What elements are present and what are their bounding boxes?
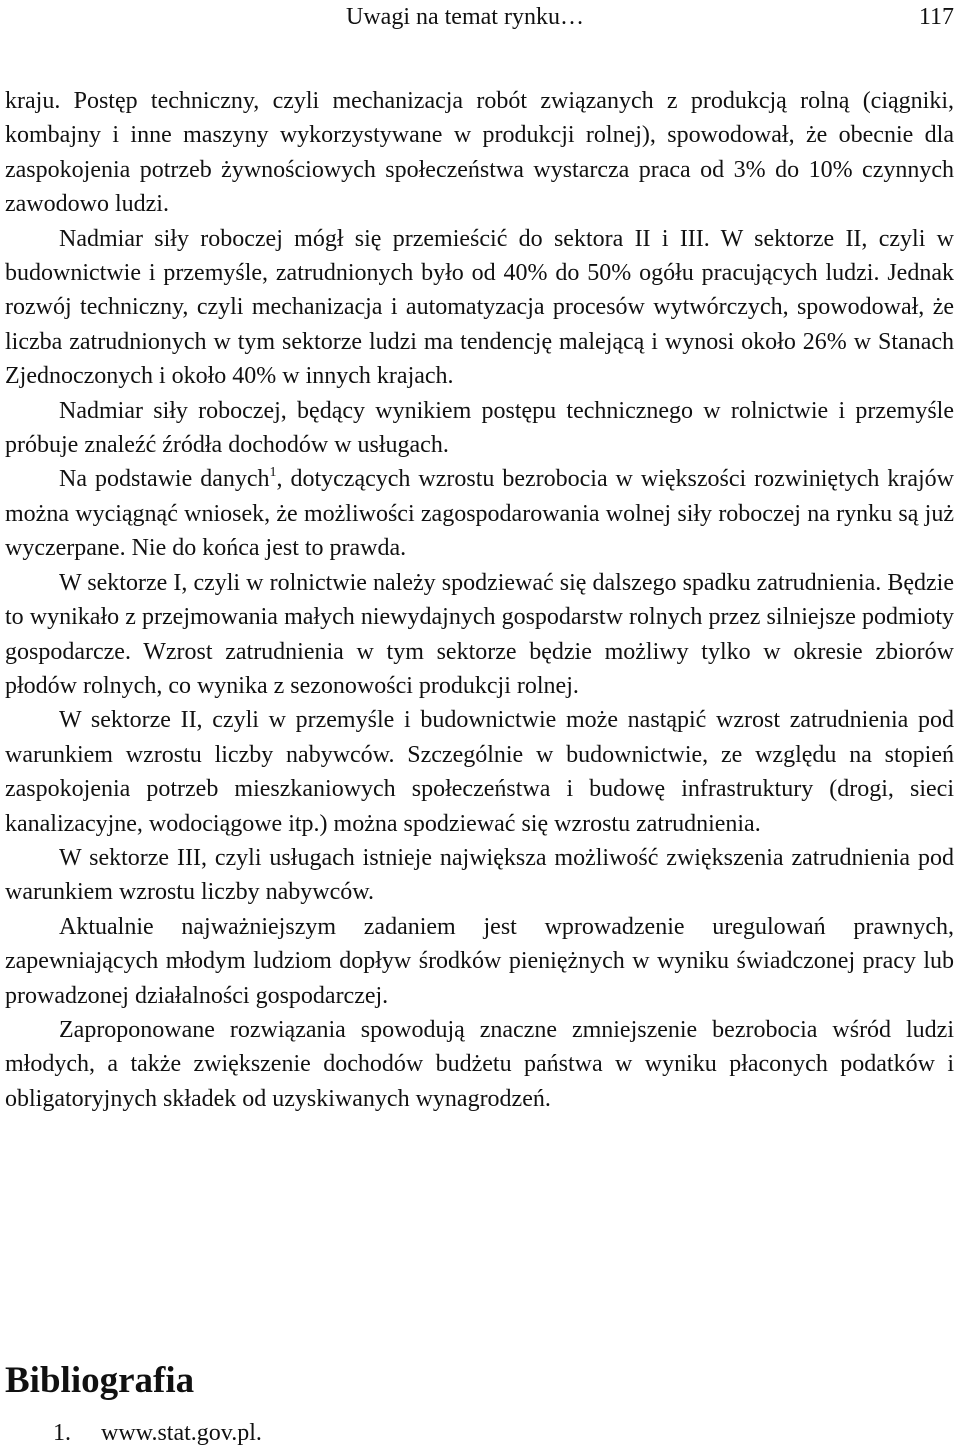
page-number: 117 [918,4,954,30]
footnote-reference[interactable]: 1 [269,465,277,481]
body-paragraph: Aktualnie najważniejszym zadaniem jest wprowadzenie uregulowań prawnych, zapewniających młodym ludziom dopływ środków pieniężnych w wyniku świadczonej pracy lub prowadzonej działalności gospodarczej. [5,913,954,1009]
continued-paragraph: kraju. Postęp techniczny, czyli mechanizacja robót związanych z produkcją rolną (ciągniki, kombajny i inne maszyny wykorzystywane w produkcji rolnej), spowodował, że obecnie dla zaspokojenia potrzeb żywnościowych społeczeństwa wystarcza praca od 3% do 10% czynnych zawodowo ludzi. [5,88,954,218]
body-paragraph: W sektorze II, czyli w przemyśle i budownictwie może nastąpić wzrost zatrudnienia pod warunkiem wzrostu liczby nabywców. Szczególnie w budownictwie, ze względu na stopień zaspokojenia potrzeb mieszkaniowych społeczeństwa i budowę infrastruktury (drogi, sieci kanalizacyjne, wodociągowe itp.) można spodziewać się wzrostu zatrudnienia. [5,707,954,837]
paragraph-text: , dotyczących wzrostu bezrobocia w większości rozwiniętych krajów można wyciągnąć wniosek, że możliwości zagospodarowania wolnej siły roboczej na rynku są już wyczerpane. Nie do końca jest to prawda. [5,466,955,562]
bibliography-item-number: 1. [53,1420,71,1446]
paragraph-text: Na podstawie danych [59,466,270,493]
body-paragraph: W sektorze III, czyli usługach istnieje największa możliwość zwiększenia zatrudnienia pod warunkiem wzrostu liczby nabywców. [5,844,954,906]
bibliography-item [53,1416,262,1450]
bibliography-heading: Bibliografia [5,1360,195,1401]
bibliography-list [53,1416,262,1450]
running-title: Uwagi na temat rynku… [346,4,584,30]
body-paragraph: W sektorze I, czyli w rolnictwie należy spodziewać się dalszego spadku zatrudnienia. Będzie to wynikało z przejmowania małych niewydajnych gospodarstw rolnych przez silniejsze podmioty gospodarcze. Wzrost zatrudnienia w tym sektorze będzie możliwy tylko w okresie zbiorów płodów rolnych, co wynika z sezonowości produkcji rolnej. [5,569,954,699]
body-paragraph: Nadmiar siły roboczej, będący wynikiem postępu technicznego w rolnictwie i przemyśle próbuje znaleźć źródła dochodów w usługach. [5,397,954,459]
body-paragraph-with-footnote [5,462,954,565]
body-paragraph: Zaproponowane rozwiązania spowodują znaczne zmniejszenie bezrobocia wśród ludzi młodych, a także zwiększenie dochodów budżetu państwa w wyniku płaconych podatków i obligatoryjnych składek od uzyskiwanych wynagrodzeń. [5,1016,954,1112]
article-body [5,84,954,1116]
bibliography-link[interactable]: www.stat.gov.pl. [101,1420,262,1446]
body-paragraph: Nadmiar siły roboczej mógł się przemieścić do sektora II i III. W sektorze II, czyli w budownictwie i przemyśle, zatrudnionych było od 40% do 50% ogółu pracujących ludzi. Jednak rozwój techniczny, czyli mechanizacja i automatyzacja procesów wytwórczych, spowodował, że liczba zatrudnionych w tym sektorze ludzi ma tendencję malejącą i wynosi około 26% w Stanach Zjednoczonych i około 40% w innych krajach. [5,225,954,390]
